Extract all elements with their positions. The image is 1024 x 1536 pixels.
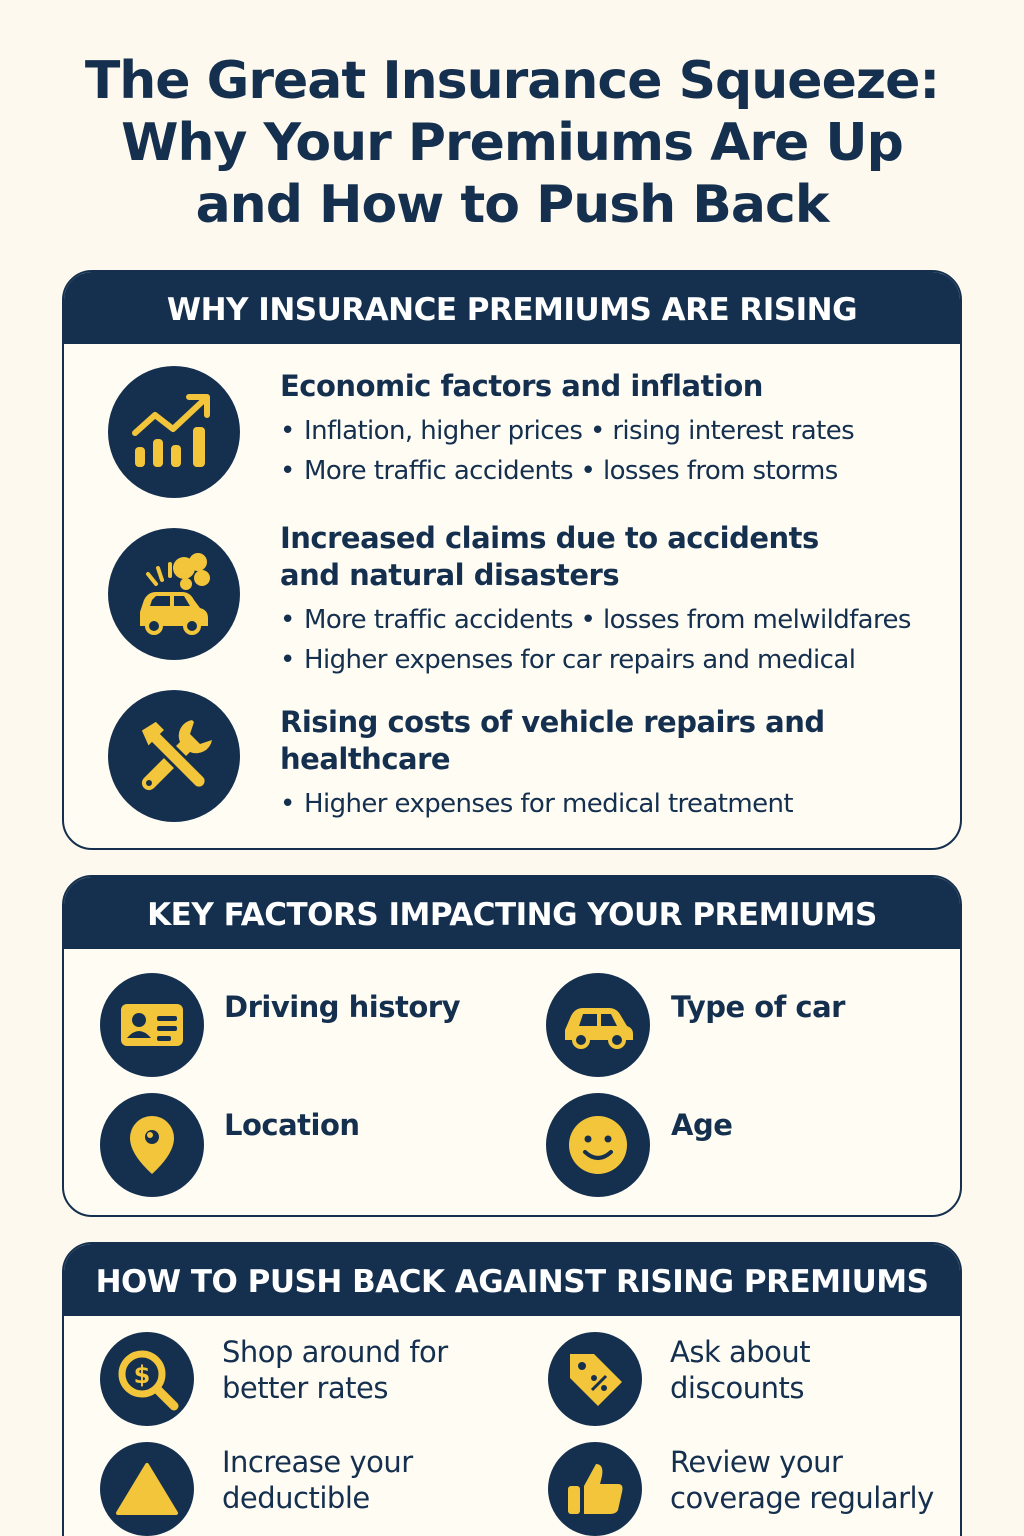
location-pin-icon (100, 1093, 204, 1197)
tip-label-line: Review your (670, 1445, 843, 1479)
tip-label-line: Ask about (670, 1335, 811, 1369)
tip-label-line: better rates (222, 1371, 388, 1405)
tip-label (670, 1334, 810, 1406)
id-card-icon (100, 973, 204, 1077)
why-section-header: WHY INSURANCE PREMIUMS ARE RISING (64, 272, 960, 344)
title-line-1: The Great Insurance Squeeze: (84, 51, 940, 111)
tip-label-line: Shop around for (222, 1335, 448, 1369)
car-crash-icon (108, 528, 240, 660)
reason-item-claims (280, 520, 950, 680)
dollar-search-icon (100, 1332, 194, 1426)
reason-item-repairs (280, 704, 950, 824)
tip-label (222, 1334, 448, 1406)
reason-item-economic (280, 368, 950, 491)
reason-title: Economic factors and inflation (280, 369, 763, 403)
reason-title: Rising costs of vehicle repairs and healthcare (280, 705, 825, 776)
smiley-face-icon (546, 1093, 650, 1197)
factor-label: Location (224, 1108, 360, 1142)
factor-label: Age (671, 1108, 733, 1142)
thumbs-up-icon (548, 1442, 642, 1536)
tip-label (222, 1444, 413, 1516)
rising-chart-icon (108, 366, 240, 498)
reason-bullet: • More traffic accidents • losses from storms (280, 451, 950, 491)
page-title (0, 50, 1024, 236)
push-section-header: HOW TO PUSH BACK AGAINST RISING PREMIUMS (64, 1244, 960, 1316)
triangle-up-icon (100, 1442, 194, 1536)
reason-title: Increased claims due to accidents and natural disasters (280, 521, 819, 592)
key-factors-card (62, 875, 962, 1217)
discount-tag-icon (548, 1332, 642, 1426)
car-icon (546, 973, 650, 1077)
tip-label-line: coverage regularly (670, 1481, 934, 1515)
title-line-2: Why Your Premiums Are Up (121, 113, 903, 173)
title-line-3: and How to Push Back (195, 175, 829, 235)
tip-label-line: deductible (222, 1481, 370, 1515)
factor-label: Driving history (224, 990, 460, 1024)
why-premiums-rising-card (62, 270, 962, 850)
reason-bullet: • Inflation, higher prices • rising interest rates (280, 411, 950, 451)
reason-bullet: • Higher expenses for car repairs and medical (280, 640, 950, 680)
key-section-header: KEY FACTORS IMPACTING YOUR PREMIUMS (64, 877, 960, 949)
factor-label: Type of car (671, 990, 845, 1024)
push-back-card (62, 1242, 962, 1536)
reason-bullet: • Higher expenses for medical treatment (280, 784, 950, 824)
reason-bullet: • More traffic accidents • losses from melwildfares (280, 600, 950, 640)
hammer-wrench-icon (108, 690, 240, 822)
tip-label-line: Increase your (222, 1445, 413, 1479)
tip-label (670, 1444, 934, 1516)
tip-label-line: discounts (670, 1371, 805, 1405)
svg-text:$: $ (133, 1361, 151, 1389)
